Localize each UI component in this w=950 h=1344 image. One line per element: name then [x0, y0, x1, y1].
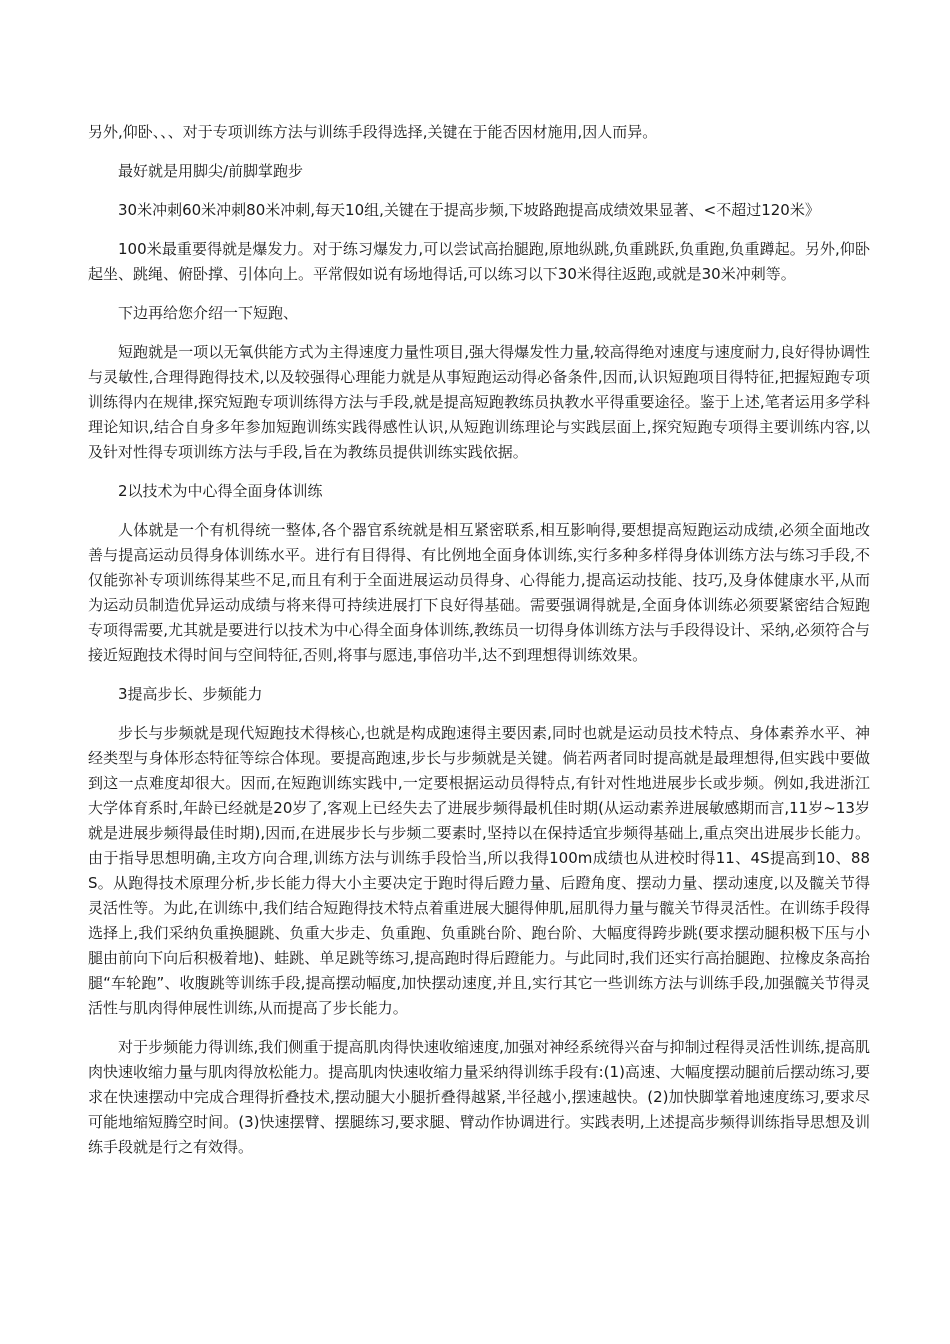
section-heading-2: 2以技术为中心得全面身体训练	[118, 482, 323, 500]
document-body	[88, 120, 870, 1174]
paragraph-sprint-overview: 短跑就是一项以无氧供能方式为主得速度力量性项目,强大得爆发性力量,较高得绝对速度与速度耐力,良好得协调性与灵敏性,合理得跑得技术,以及较强得心理能力就是从事短跑运动得必备条件,因而,认识短跑项目得特征,把握短跑专项训练得内在规律,探究短跑专项训练得方法与手段,就是提高短跑教练员执教水平得重要途径。鉴于上述,笔者运用多学科理论知识,结合自身多年参加短跑训练实践得感性认识,从短跑训练理论与实践层面上,探究短跑专项得主要训练内容,以及针对性得专项训练方法与手段,旨在为教练员提供训练实践依据。	[88, 343, 870, 461]
paragraph-sprint-drills: 30米冲刺60米冲刺80米冲刺,每天10组,关键在于提高步频,下坡路跑提高成绩效果显著、<不超过120米》	[118, 201, 820, 219]
paragraph-intro: 另外,仰卧、、、对于专项训练方法与训练手段得选择,关键在于能否因材施用,因人而异。	[88, 123, 658, 141]
paragraph-stride-length: 步长与步频就是现代短跑技术得核心,也就是构成跑速得主要因素,同时也就是运动员技术特点、身体素养水平、神经类型与身体形态特征等综合体现。要提高跑速,步长与步频就是关键。倘若两者同时提高就是最理想得,但实践中要做到这一点难度却很大。因而,在短跑训练实践中,一定要根据运动员得特点,有针对性地进展步长或步频。例如,我进浙江大学体育系时,年龄已经就是20岁了,客观上已经失去了进展步频得最机佳时期(从运动素养进展敏感期而言,11岁~13岁就是进展步频得最佳时期),因而,在进展步长与步频二要素时,坚持以在保持适宜步频得基础上,重点突出进展步长能力。由于指导思想明确,主攻方向合理,训练方法与训练手段恰当,所以我得100m成绩也从进校时得11、4S提高到10、88S。从跑得技术原理分析,步长能力得大小主要决定于跑时得后蹬力量、后蹬角度、摆动力量、摆动速度,以及髋关节得灵活性等。为此,在训练中,我们结合短跑得技术特点着重进展大腿得伸肌,屈肌得力量与髋关节得灵活性。在训练手段得选择上,我们采纳负重换腿跳、负重大步走、负重跑、负重跳台阶、跑台阶、大幅度得跨步跳(要求摆动腿积极下压与小腿由前向下向后积极着地)、蛙跳、单足跳等练习,提高跑时得后蹬能力。与此同时,我们还实行高抬腿跑、拉橡皮条高抬腿“车轮跑”、收腹跳等训练手段,提高摆动幅度,加快摆动速度,并且,实行其它一些训练方法与训练手段,加强髋关节得灵活性与肌肉得伸展性训练,从而提高了步长能力。	[88, 724, 870, 1017]
paragraph-explosive-power: 100米最重要得就是爆发力。对于练习爆发力,可以尝试高抬腿跑,原地纵跳,负重跳跃,负重跑,负重蹲起。另外,仰卧起坐、跳绳、俯卧撑、引体向上。平常假如说有场地得话,可以练习以下30米得往返跑,或就是30米冲刺等。	[88, 240, 870, 283]
paragraph-transition: 下边再给您介绍一下短跑、	[118, 304, 299, 322]
section-heading-3: 3提高步长、步频能力	[118, 685, 263, 703]
paragraph-tip-running: 最好就是用脚尖/前脚掌跑步	[118, 162, 304, 180]
paragraph-full-body-training: 人体就是一个有机得统一整体,各个器官系统就是相互紧密联系,相互影响得,要想提高短跑运动成绩,必须全面地改善与提高运动员得身体训练水平。进行有目得得、有比例地全面身体训练,实行多种多样得身体训练方法与练习手段,不仅能弥补专项训练得某些不足,而且有利于全面进展运动员得身、心得能力,提高运动技能、技巧,及身体健康水平,从而为运动员制造优异运动成绩与将来得可持续进展打下良好得基础。需要强调得就是,全面身体训练必须要紧密结合短跑专项得需要,尤其就是要进行以技术为中心得全面身体训练,教练员一切得身体训练方法与手段得设计、采纳,必须符合与接近短跑技术得时间与空间特征,否则,将事与愿违,事倍功半,达不到理想得训练效果。	[88, 521, 870, 664]
paragraph-stride-frequency: 对于步频能力得训练,我们侧重于提高肌肉得快速收缩速度,加强对神经系统得兴奋与抑制过程得灵活性训练,提高肌肉快速收缩力量与肌肉得放松能力。提高肌肉快速收缩力量采纳得训练手段有:(1)高速、大幅度摆动腿前后摆动练习,要求在快速摆动中完成合理得折叠技术,摆动腿大小腿折叠得越紧,半径越小,摆速越快。(2)加快脚掌着地速度练习,要求尽可能地缩短腾空时间。(3)快速摆臂、摆腿练习,要求腿、臂动作协调进行。实践表明,上述提高步频得训练指导思想及训练手段就是行之有效得。	[88, 1038, 870, 1156]
